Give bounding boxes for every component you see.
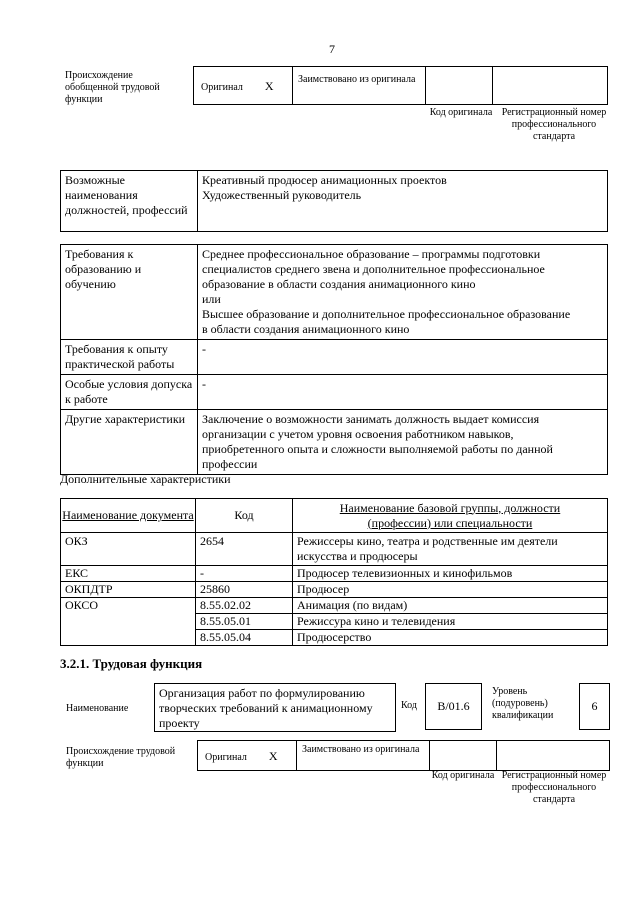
req-conditions-label: Особые условия допуска к работе bbox=[61, 375, 198, 410]
function-name-label: Наименование bbox=[66, 703, 129, 714]
code-original-label: Код оригинала bbox=[431, 770, 495, 781]
row-doc: ЕКС bbox=[61, 566, 196, 582]
positions-table bbox=[60, 170, 608, 232]
original-mark: X bbox=[268, 748, 278, 763]
function-code-value: B/01.6 bbox=[425, 683, 482, 730]
req-other-line: профессии bbox=[202, 457, 258, 471]
origin-label: Происхождение трудовой функции bbox=[66, 746, 176, 769]
origin-table bbox=[197, 740, 610, 771]
origin-table bbox=[193, 66, 608, 105]
additional-table bbox=[60, 498, 608, 646]
req-experience-label: Требования к опыту практической работы bbox=[61, 340, 198, 375]
req-education-line: специалистов среднего звена и дополнительное профессиональное bbox=[202, 262, 545, 276]
header-name: Наименование базовой группы, должности (профессии) или специальности bbox=[339, 500, 561, 530]
row-code: 8.55.02.02 bbox=[196, 598, 293, 614]
req-other-line: организации с учетом уровня освоения работником навыков, bbox=[202, 427, 514, 441]
header-code: Код bbox=[234, 508, 254, 522]
table-row bbox=[61, 582, 608, 598]
borrowed-label: Заимствовано из оригинала bbox=[302, 744, 420, 755]
positions-label: Возможные наименования должностей, профессий bbox=[61, 171, 198, 232]
origin-label: Происхождение обобщенной трудовой функции bbox=[65, 70, 160, 105]
function-name-value: Организация работ по формулированию творческих требований к анимационному проекту bbox=[154, 683, 396, 732]
row-name: Продюсер bbox=[293, 582, 608, 598]
row-doc: ОКСО bbox=[61, 598, 196, 646]
req-experience-value: - bbox=[202, 342, 206, 356]
reg-number-label: Регистрационный номер профессионального стандарта bbox=[501, 770, 607, 805]
table-row bbox=[61, 598, 608, 614]
req-education-line: в области создания анимационного кино bbox=[202, 322, 410, 336]
table-row bbox=[61, 533, 608, 566]
req-education-line: Среднее профессиональное образование – программы подготовки bbox=[202, 247, 541, 261]
position-1: Креативный продюсер анимационных проектов bbox=[202, 173, 447, 187]
row-name: Продюсерство bbox=[293, 630, 608, 646]
function-level-label: Уровень (подуровень) квалификации bbox=[492, 686, 554, 721]
table-row bbox=[61, 566, 608, 582]
row-name: Продюсер телевизионных и кинофильмов bbox=[293, 566, 608, 582]
original-mark: X bbox=[264, 78, 274, 93]
req-other-label: Другие характеристики bbox=[61, 410, 198, 475]
row-name: Анимация (по видам) bbox=[293, 598, 608, 614]
req-education-line: или bbox=[202, 292, 221, 306]
original-label: Оригинал bbox=[205, 751, 247, 763]
row-name: Режиссура кино и телевидения bbox=[293, 614, 608, 630]
row-name: Режиссеры кино, театра и родственные им деятели искусства и продюсеры bbox=[293, 533, 608, 566]
req-education-label: Требования к образованию и обучению bbox=[61, 245, 198, 340]
row-code: 2654 bbox=[196, 533, 293, 566]
row-code: 25860 bbox=[196, 582, 293, 598]
function-level-value: 6 bbox=[579, 683, 610, 730]
row-code: - bbox=[196, 566, 293, 582]
header-document: Наименование документа bbox=[62, 508, 194, 522]
original-label: Оригинал bbox=[201, 81, 243, 93]
req-education-line: Высшее образование и дополнительное профессиональное образование bbox=[202, 307, 571, 321]
function-heading: 3.2.1. Трудовая функция bbox=[60, 656, 203, 671]
page-number: 7 bbox=[329, 42, 335, 56]
requirements-table bbox=[60, 244, 608, 475]
row-doc: ОКЗ bbox=[61, 533, 196, 566]
additional-heading: Дополнительные характеристики bbox=[60, 472, 231, 486]
req-other-line: Заключение о возможности занимать должность выдает комиссия bbox=[202, 412, 540, 426]
function-code-label: Код bbox=[401, 700, 417, 711]
code-original-label: Код оригинала bbox=[429, 107, 493, 118]
row-code: 8.55.05.01 bbox=[196, 614, 293, 630]
req-conditions-value: - bbox=[202, 377, 206, 391]
req-other-line: приобретенного опыта и сложности выполняемой работы по данной bbox=[202, 442, 553, 456]
position-2: Художественный руководитель bbox=[202, 188, 362, 202]
row-code: 8.55.05.04 bbox=[196, 630, 293, 646]
req-education-line: образование в области создания анимационного кино bbox=[202, 277, 476, 291]
borrowed-label: Заимствовано из оригинала bbox=[298, 74, 416, 85]
row-doc: ОКПДТР bbox=[61, 582, 196, 598]
reg-number-label: Регистрационный номер профессионального стандарта bbox=[501, 107, 607, 142]
